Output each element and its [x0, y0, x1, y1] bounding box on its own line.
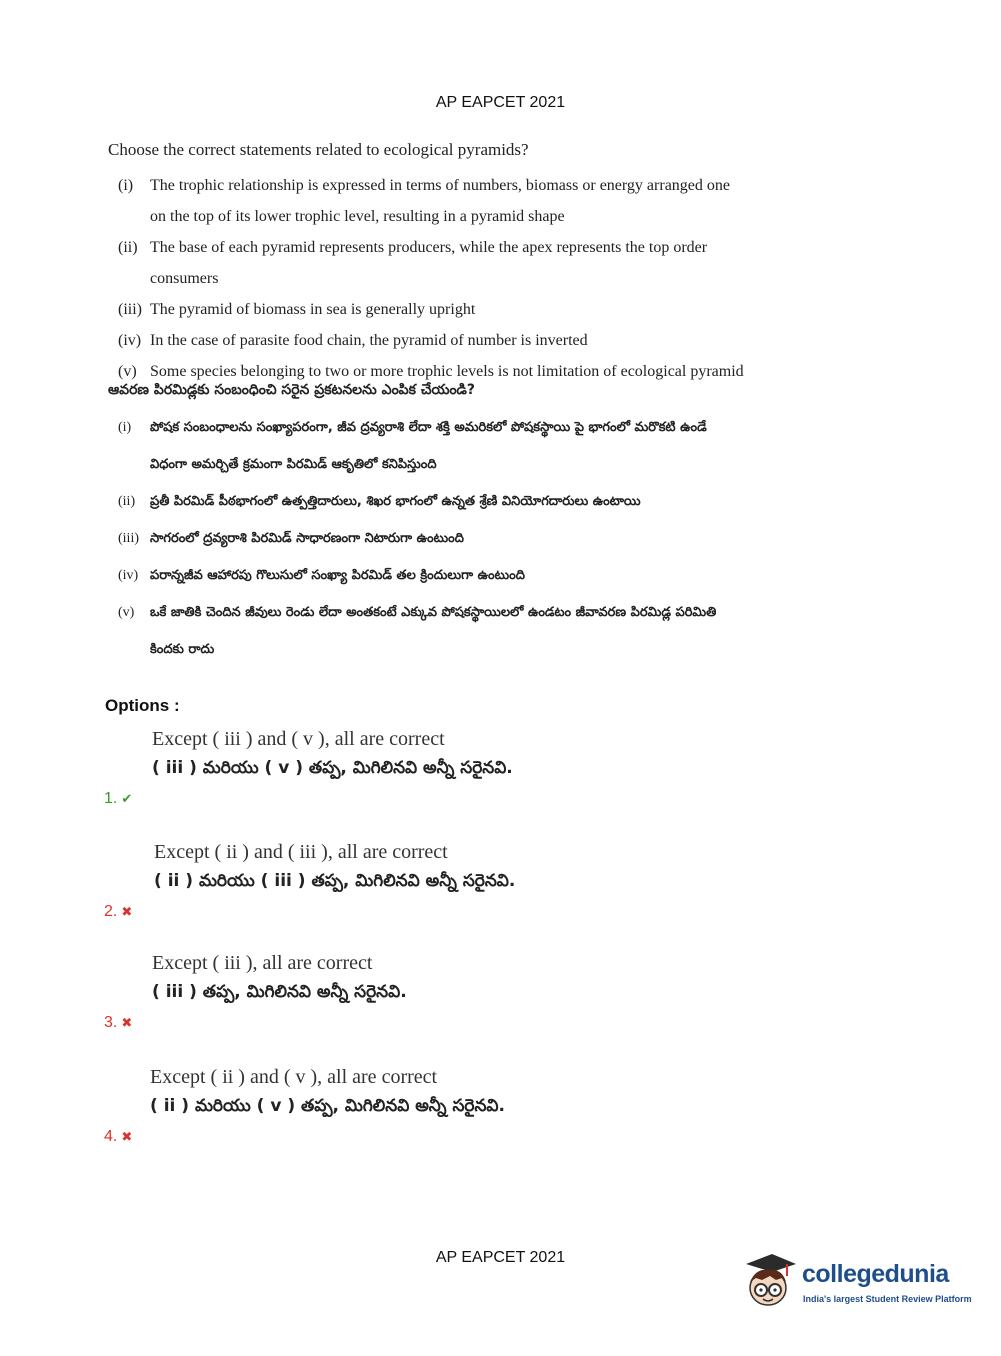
statement-text: The base of each pyramid represents producers, while the apex represents the top order consumers — [150, 239, 708, 287]
check-icon: ✔ — [121, 791, 133, 806]
cross-icon: ✖ — [121, 904, 133, 919]
option-text-english: Except ( iii ) and ( v ), all are correct — [152, 728, 445, 750]
statement-item — [108, 409, 748, 483]
statement-text: The trophic relationship is expressed in terms of numbers, biomass or energy arranged one on the top of its lower trophic level, resulting in a pyramid shape — [150, 177, 730, 225]
statement-text: ప్రతీ పిరమిడ్ పీఠభాగంలో ఉత్పత్తిదారులు, శిఖర భాగంలో ఉన్నత శ్రేణి వినియోగదారులు ఉంటాయి — [150, 494, 641, 509]
option-text-telugu: ( iii ) తప్ప, మిగిలినవి అన్నీ సరైనవి. — [152, 982, 407, 1002]
statement-list — [108, 170, 748, 387]
statement-number: (v) — [118, 363, 137, 380]
statement-number: (i) — [118, 420, 132, 435]
statement-text: The pyramid of biomass in sea is generally upright — [150, 301, 476, 318]
statement-number: (iii) — [118, 531, 139, 546]
statement-number: (v) — [118, 605, 135, 620]
graduate-mascot-icon — [742, 1250, 798, 1310]
statement-item — [108, 294, 748, 325]
statement-text: Some species belonging to two or more trophic levels is not limitation of ecological pyramid — [150, 363, 744, 380]
logo-tagline: India's largest Student Review Platform — [803, 1294, 972, 1304]
option-text-english: Except ( iii ), all are correct — [152, 952, 373, 974]
statement-number: (i) — [118, 177, 134, 194]
question-prompt: Choose the correct statements related to ecological pyramids? — [108, 140, 529, 159]
option-number: 2. — [104, 903, 118, 920]
option-number: 1. — [104, 790, 118, 807]
options-label: Options : — [105, 696, 180, 715]
option-marker — [104, 1128, 132, 1146]
statement-item — [108, 325, 748, 356]
page-footer: AP EAPCET 2021 — [435, 1249, 566, 1266]
option-1[interactable] — [104, 728, 664, 808]
option-2[interactable] — [104, 841, 664, 921]
statement-text: పోషక సంబంధాలను సంఖ్యాపరంగా, జీవ ద్రవ్యరాశి లేదా శక్తి అమరికలో పోషకస్థాయి పై భాగంలో మరొకటి ఉండే విధంగా అమర్చితే క్రమంగా పిరమిడ్ ఆకృతిలో కనిపిస్తుంది — [150, 420, 707, 472]
option-text-english: Except ( ii ) and ( iii ), all are correct — [154, 841, 448, 863]
option-number: 3. — [104, 1014, 118, 1031]
option-marker — [104, 790, 132, 808]
question-telugu — [108, 382, 748, 668]
cross-icon: ✖ — [121, 1015, 133, 1030]
question-prompt-telugu: ఆవరణ పిరమిడ్లకు సంబంధించి సరైన ప్రకటనలను ఎంపిక చేయండి? — [108, 382, 476, 398]
option-marker — [104, 903, 132, 921]
statement-item — [108, 557, 748, 594]
option-number: 4. — [104, 1128, 118, 1145]
statement-number: (iv) — [118, 332, 142, 349]
option-3[interactable] — [104, 952, 664, 1032]
statement-text: పరాన్నజీవ ఆహారపు గొలుసులో సంఖ్యా పిరమిడ్ తల క్రిందులుగా ఉంటుంది — [150, 568, 525, 583]
logo-wordmark: collegedunia — [802, 1260, 949, 1288]
statement-number: (iii) — [118, 301, 142, 318]
option-text-telugu: ( ii ) మరియు ( iii ) తప్ప, మిగిలినవి అన్నీ సరైనవి. — [154, 871, 516, 891]
page-header: AP EAPCET 2021 — [435, 94, 566, 111]
option-text-telugu: ( iii ) మరియు ( v ) తప్ప, మిగిలినవి అన్నీ సరైనవి. — [152, 758, 513, 778]
statement-text: ఒకే జాతికి చెందిన జీవులు రెండు లేదా అంతకంటే ఎక్కువ పోషకస్థాయిలలో ఉండటం జీవావరణ పిరమిడ్ల పరిమితి కిందకు రాదు — [150, 605, 717, 657]
statement-number: (ii) — [118, 239, 138, 256]
option-marker — [104, 1014, 132, 1032]
statement-text: సాగరంలో ద్రవ్యరాశి పిరమిడ్ సాధారణంగా నిటారుగా ఉంటుంది — [150, 531, 464, 546]
statement-list-telugu — [108, 409, 748, 668]
option-text-telugu: ( ii ) మరియు ( v ) తప్ప, మిగిలినవి అన్నీ సరైనవి. — [150, 1096, 505, 1116]
statement-item — [108, 483, 748, 520]
statement-item — [108, 232, 748, 294]
statement-number: (iv) — [118, 568, 139, 583]
statement-number: (ii) — [118, 494, 136, 509]
question-english — [108, 140, 748, 387]
option-text-english: Except ( ii ) and ( v ), all are correct — [150, 1066, 438, 1088]
statement-item — [108, 170, 748, 232]
statement-text: In the case of parasite food chain, the pyramid of number is inverted — [150, 332, 588, 349]
option-4[interactable] — [104, 1066, 664, 1146]
collegedunia-logo[interactable] — [742, 1250, 972, 1312]
statement-item — [108, 520, 748, 557]
cross-icon: ✖ — [121, 1129, 133, 1144]
statement-item — [108, 594, 748, 668]
